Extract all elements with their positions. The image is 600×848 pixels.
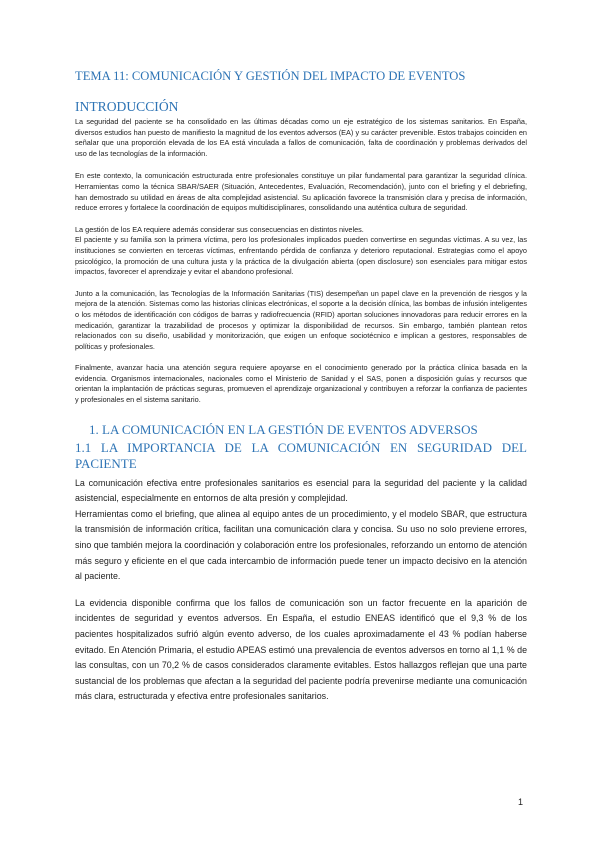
intro-paragraph: El paciente y su familia son la primera víctima, pero los profesionales implicados pueden convertirse en segundas víctimas. A su vez, las instituciones se convierten en terceras víctimas, enfrentando pérdida de confianza y deterioro reputacional. Estrategias como el apoyo psicológico, la promoción de una cultura justa y la práctica de la divulgación abierta (open disclosure) son esenciales para mitigar estos impactos, favorecer el aprendizaje y evitar el abandono profesional. (75, 235, 527, 277)
intro-paragraph: En este contexto, la comunicación estructurada entre profesionales constituye un pilar fundamental para garantizar la seguridad clínica. Herramientas como la técnica SBAR/SAER (Situación, Antecedentes, Evaluación, Recomendación), junto con el briefing y el debriefing, han demostrado su utilidad en áreas de alta complejidad asistencial. Su aplicación favorece la transmisión clara y precisa de información, reduce errores y fortalece la coordinación de equipos multidisciplinares, consolidando una auténtica cultura de seguridad. (75, 171, 527, 213)
section-paragraph: Herramientas como el briefing, que alinea al equipo antes de un procedimiento, y el modelo SBAR, que estructura la transmisión de información crítica, facilitan una comunicación clara y concisa. Su uso no solo previene errores, sino que también mejora la coordinación y colaboración entre los profesionales, reforzando un entorno de atención más seguro y eficiente en el que cada intercambio de información puede tener un impacto decisivo en la atención al paciente. (75, 508, 527, 582)
section-1-heading: 1. LA COMUNICACIÓN EN LA GESTIÓN DE EVENTOS ADVERSOS (89, 421, 478, 437)
section-paragraph: La evidencia disponible confirma que los fallos de comunicación son un factor frecuente en la aparición de incidentes de seguridad y eventos adversos. En España, el estudio ENEAS identificó que el 9,3 % de los pacientes hospitalizados sufrió algún evento adverso, de los cuales aproximadamente el 43 % podían haberse evitado. En Atención Primaria, el estudio APEAS estimó una prevalencia de eventos adversos en torno al 1,1 % de las consultas, con un 70,2 % de casos considerados claramente evitables. Estos hallazgos reflejan que una parte sustancial de los problemas que afectan a la seguridad del paciente podría prevenirse mediante una comunicación más clara, estructurada y efectiva entre profesionales sanitarios. (75, 597, 527, 702)
intro-paragraph: La gestión de los EA requiere además considerar sus consecuencias en distintos niveles. (75, 224, 364, 234)
intro-paragraph: Finalmente, avanzar hacia una atención segura requiere apoyarse en el conocimiento generado por la práctica clínica basada en la evidencia. Organismos internacionales, nacionales como el Ministerio de Sanidad y el SAS, ponen a disposición guías y recursos que orientan la implantación de prácticas seguras, promueven el aprendizaje organizacional y contribuyen a reforzar la confianza de pacientes y profesionales en el sistema sanitario. (75, 363, 527, 405)
intro-paragraph: Junto a la comunicación, las Tecnologías de la Información Sanitarias (TIS) desempeñan un papel clave en la prevención de riesgos y la mejora de la atención. Sistemas como las historias clínicas electrónicas, el soporte a la decisión clínica, las bombas de infusión inteligentes o los métodos de identificación con códigos de barras y radiofrecuencia (RFID) aportan soluciones innovadoras para reducir errores en la medicación, garantizar la trazabilidad de procesos y optimizar la disponibilidad de recursos. Sin embargo, también plantean retos relacionados con su diseño, usabilidad y monitorización, que exigen un enfoque sociotécnico e implican a gestores, responsables de políticas y profesionales. (75, 288, 527, 351)
intro-paragraph: La seguridad del paciente se ha consolidado en las últimas décadas como un eje estratégico de los sistemas sanitarios. En España, diversos estudios han puesto de manifiesto la magnitud de los eventos adversos (EA) y su carácter prevenible. Estos trabajos coinciden en señalar que una proporción elevada de los EA está vinculada a fallos de comunicación, falta de coordinación y problemas derivados del uso de las tecnologías de la información. (75, 117, 527, 158)
page-content (75, 68, 527, 705)
section-paragraph: La comunicación efectiva entre profesionales sanitarios es esencial para la seguridad del paciente y la calidad asistencial, especialmente en entornos de alta presión y complejidad. (75, 477, 527, 504)
document-title: TEMA 11: COMUNICACIÓN Y GESTIÓN DEL IMPACTO DE EVENTOS (75, 69, 466, 83)
page-number: 1 (518, 797, 524, 807)
intro-heading: INTRODUCCIÓN (75, 99, 179, 114)
section-1-1-heading: 1.1 LA IMPORTANCIA DE LA COMUNICACIÓN EN SEGURIDAD DEL PACIENTE (75, 439, 527, 471)
